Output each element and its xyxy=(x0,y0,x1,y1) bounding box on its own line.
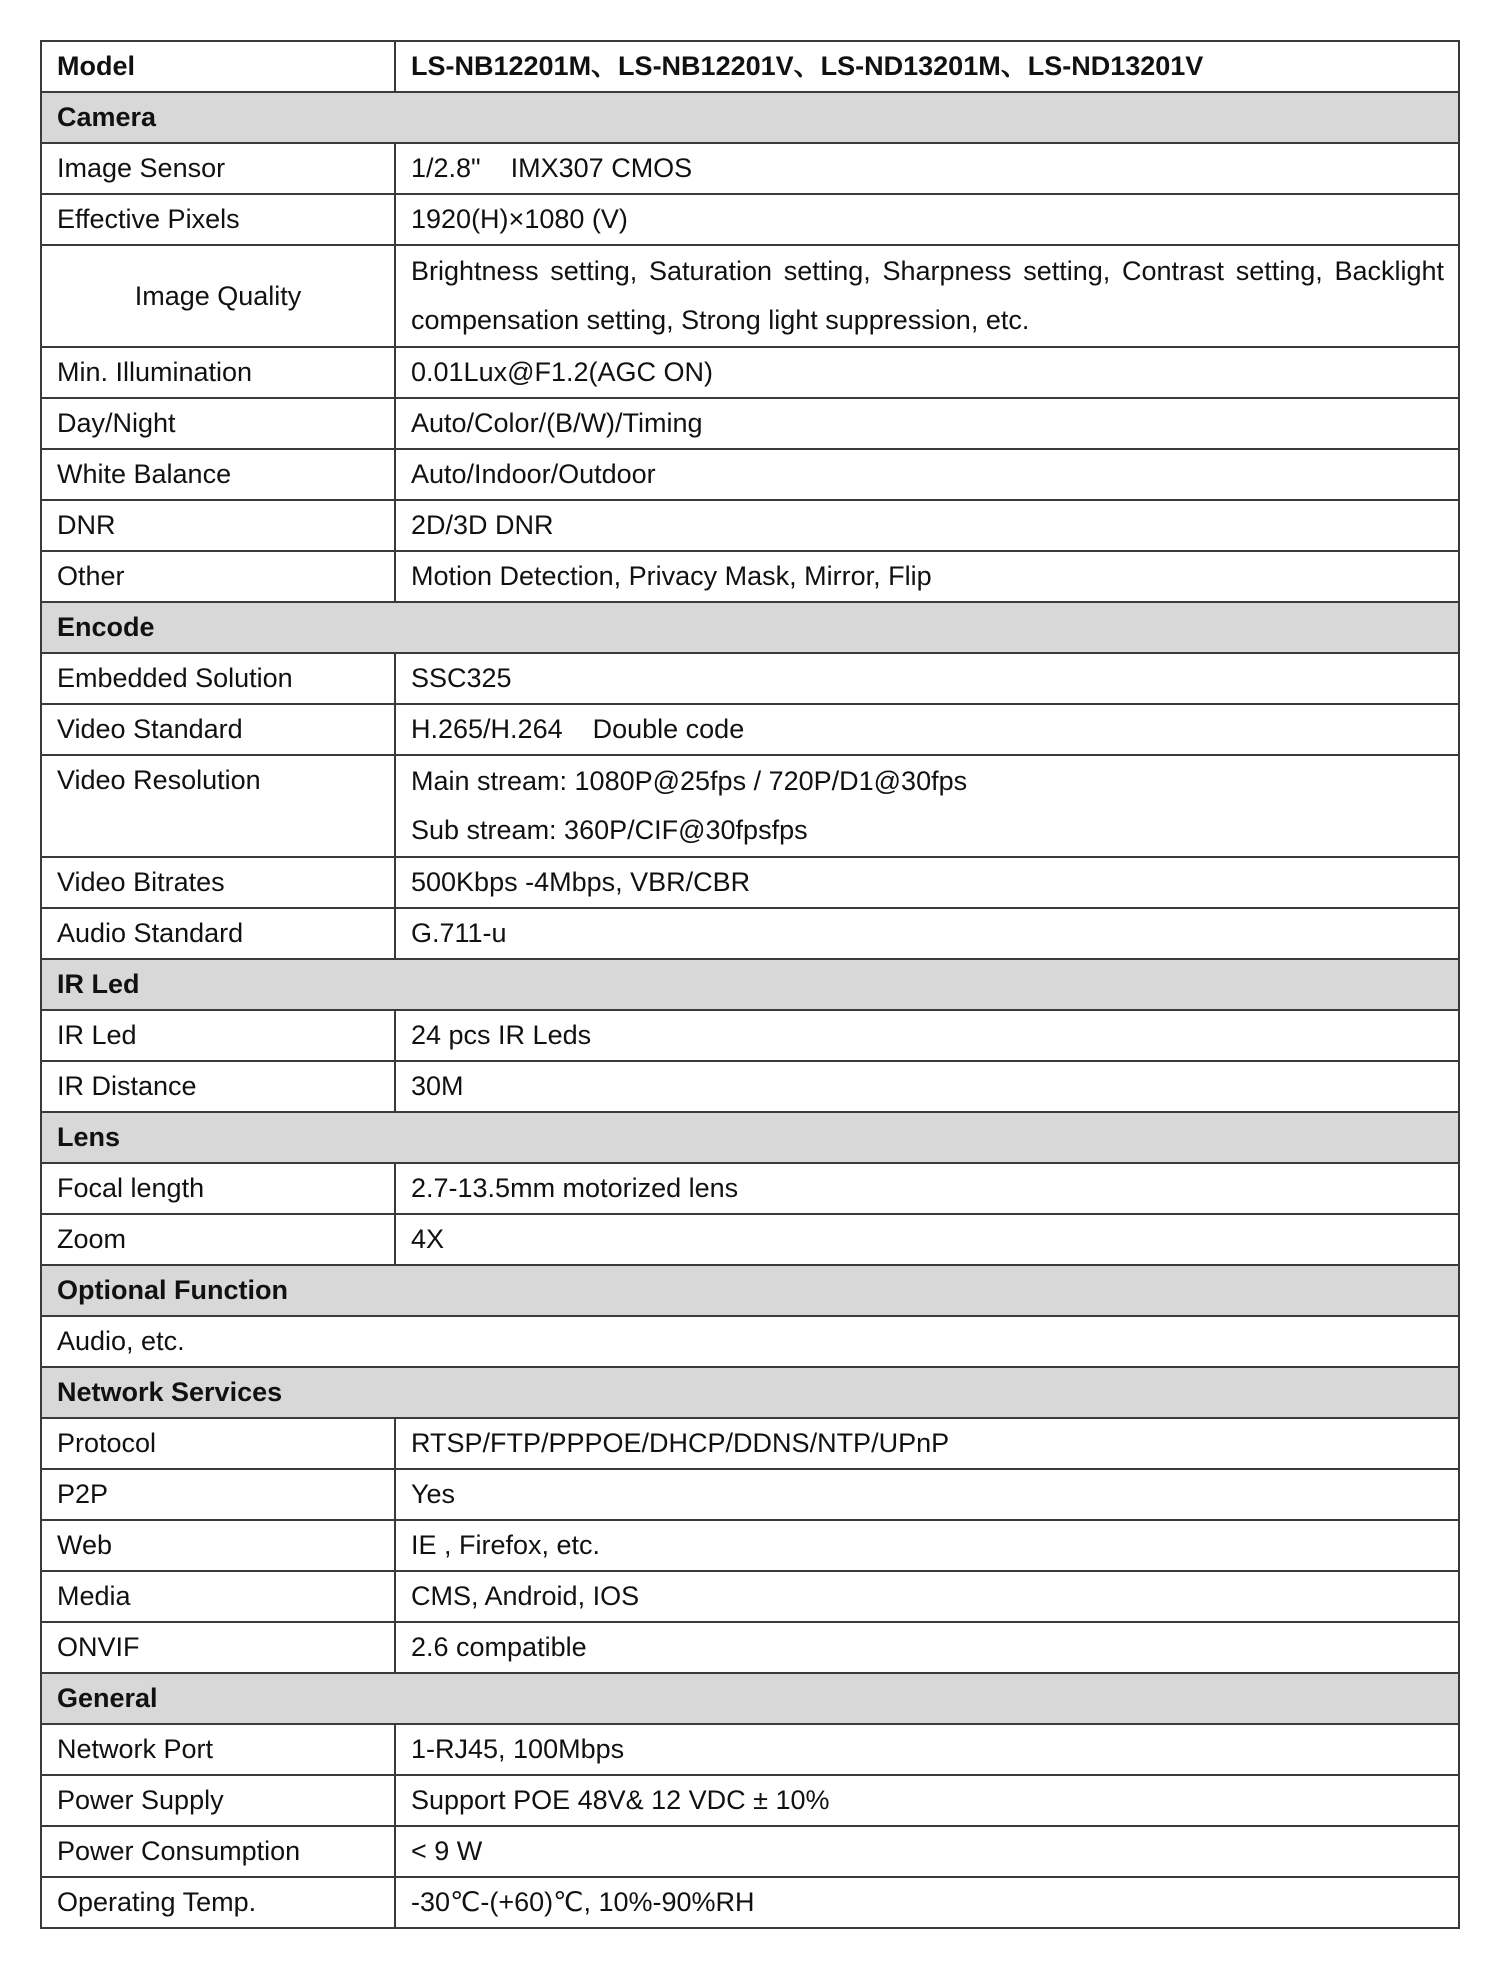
spec-row-operating-temp xyxy=(41,1877,1459,1928)
spec-value: 1920(H)×1080 (V) xyxy=(395,194,1459,245)
spec-value: -30℃-(+60)℃, 10%-90%RH xyxy=(395,1877,1459,1928)
spec-label: P2P xyxy=(41,1469,395,1520)
spec-label: Focal length xyxy=(41,1163,395,1214)
spec-value: 2D/3D DNR xyxy=(395,500,1459,551)
spec-row-other xyxy=(41,551,1459,602)
spec-label: Day/Night xyxy=(41,398,395,449)
spec-row-zoom xyxy=(41,1214,1459,1265)
spec-label: Zoom xyxy=(41,1214,395,1265)
spec-row-ir-distance xyxy=(41,1061,1459,1112)
spec-value: Support POE 48V& 12 VDC ± 10% xyxy=(395,1775,1459,1826)
spec-value: 500Kbps -4Mbps, VBR/CBR xyxy=(395,857,1459,908)
spec-label: Web xyxy=(41,1520,395,1571)
spec-label: Other xyxy=(41,551,395,602)
spec-label: Video Resolution xyxy=(41,755,395,857)
spec-label: Video Bitrates xyxy=(41,857,395,908)
spec-value: Brightness setting, Saturation setting, Sharpness setting, Contrast setting, Backlight compensation setting, Strong light suppression, etc. xyxy=(395,245,1459,347)
spec-label: ONVIF xyxy=(41,1622,395,1673)
spec-value: 2.7-13.5mm motorized lens xyxy=(395,1163,1459,1214)
spec-label: Media xyxy=(41,1571,395,1622)
spec-row-min-illumination xyxy=(41,347,1459,398)
spec-label: White Balance xyxy=(41,449,395,500)
spec-value: 4X xyxy=(395,1214,1459,1265)
spec-row-optional-text xyxy=(41,1316,1459,1367)
spec-value: Yes xyxy=(395,1469,1459,1520)
spec-label: IR Led xyxy=(41,1010,395,1061)
main-stream-text: Main stream: 1080P@25fps / 720P/D1@30fps xyxy=(411,766,968,796)
spec-row-effective-pixels xyxy=(41,194,1459,245)
section-title: Network Services xyxy=(41,1367,1459,1418)
spec-row-white-balance xyxy=(41,449,1459,500)
spec-row-image-sensor xyxy=(41,143,1459,194)
spec-value: IE , Firefox, etc. xyxy=(395,1520,1459,1571)
spec-row-embedded-solution xyxy=(41,653,1459,704)
spec-value: Motion Detection, Privacy Mask, Mirror, Flip xyxy=(395,551,1459,602)
spec-value: Auto/Color/(B/W)/Timing xyxy=(395,398,1459,449)
section-header-general xyxy=(41,1673,1459,1724)
spec-row-power-consumption xyxy=(41,1826,1459,1877)
section-header-optional-function xyxy=(41,1265,1459,1316)
section-title: Optional Function xyxy=(41,1265,1459,1316)
spec-row-protocol xyxy=(41,1418,1459,1469)
spec-row-dnr xyxy=(41,500,1459,551)
spec-row-web xyxy=(41,1520,1459,1571)
spec-label: Protocol xyxy=(41,1418,395,1469)
model-value: LS-NB12201M、LS-NB12201V、LS-ND13201M、LS-ND13201V xyxy=(395,41,1459,92)
spec-row-audio-standard xyxy=(41,908,1459,959)
optional-function-text: Audio, etc. xyxy=(41,1316,1459,1367)
spec-label: Video Standard xyxy=(41,704,395,755)
spec-label: Network Port xyxy=(41,1724,395,1775)
spec-label: IR Distance xyxy=(41,1061,395,1112)
spec-value: 2.6 compatible xyxy=(395,1622,1459,1673)
spec-row-onvif xyxy=(41,1622,1459,1673)
spec-row-p2p xyxy=(41,1469,1459,1520)
spec-row-day-night xyxy=(41,398,1459,449)
spec-label: Power Consumption xyxy=(41,1826,395,1877)
spec-value: SSC325 xyxy=(395,653,1459,704)
spec-label: Operating Temp. xyxy=(41,1877,395,1928)
spec-label: Audio Standard xyxy=(41,908,395,959)
section-title: Encode xyxy=(41,602,1459,653)
spec-value: < 9 W xyxy=(395,1826,1459,1877)
spec-value: 24 pcs IR Leds xyxy=(395,1010,1459,1061)
spec-value: RTSP/FTP/PPPOE/DHCP/DDNS/NTP/UPnP xyxy=(395,1418,1459,1469)
spec-table xyxy=(40,40,1460,1929)
spec-value: G.711-u xyxy=(395,908,1459,959)
model-label: Model xyxy=(41,41,395,92)
section-title: General xyxy=(41,1673,1459,1724)
spec-value: Auto/Indoor/Outdoor xyxy=(395,449,1459,500)
spec-row-video-resolution xyxy=(41,755,1459,857)
section-header-camera xyxy=(41,92,1459,143)
spec-value: H.265/H.264 Double code xyxy=(395,704,1459,755)
section-header-encode xyxy=(41,602,1459,653)
section-header-ir-led xyxy=(41,959,1459,1010)
spec-row-video-standard xyxy=(41,704,1459,755)
spec-value: CMS, Android, IOS xyxy=(395,1571,1459,1622)
spec-row-focal-length xyxy=(41,1163,1459,1214)
spec-row-network-port xyxy=(41,1724,1459,1775)
spec-row-media xyxy=(41,1571,1459,1622)
spec-row-video-bitrates xyxy=(41,857,1459,908)
section-title: IR Led xyxy=(41,959,1459,1010)
spec-row-ir-led xyxy=(41,1010,1459,1061)
spec-label: Min. Illumination xyxy=(41,347,395,398)
spec-label: Embedded Solution xyxy=(41,653,395,704)
spec-value xyxy=(395,755,1459,857)
spec-label: Image Sensor xyxy=(41,143,395,194)
section-title: Camera xyxy=(41,92,1459,143)
spec-row-image-quality xyxy=(41,245,1459,347)
model-row xyxy=(41,41,1459,92)
section-title: Lens xyxy=(41,1112,1459,1163)
spec-value: 1/2.8" IMX307 CMOS xyxy=(395,143,1459,194)
spec-label: DNR xyxy=(41,500,395,551)
spec-row-power-supply xyxy=(41,1775,1459,1826)
spec-value: 0.01Lux@F1.2(AGC ON) xyxy=(395,347,1459,398)
spec-label: Image Quality xyxy=(41,245,395,347)
sub-stream-text: Sub stream: 360P/CIF@30fpsfps xyxy=(411,815,808,845)
spec-label: Power Supply xyxy=(41,1775,395,1826)
section-header-network-services xyxy=(41,1367,1459,1418)
spec-value: 1-RJ45, 100Mbps xyxy=(395,1724,1459,1775)
section-header-lens xyxy=(41,1112,1459,1163)
spec-value: 30M xyxy=(395,1061,1459,1112)
spec-label: Effective Pixels xyxy=(41,194,395,245)
